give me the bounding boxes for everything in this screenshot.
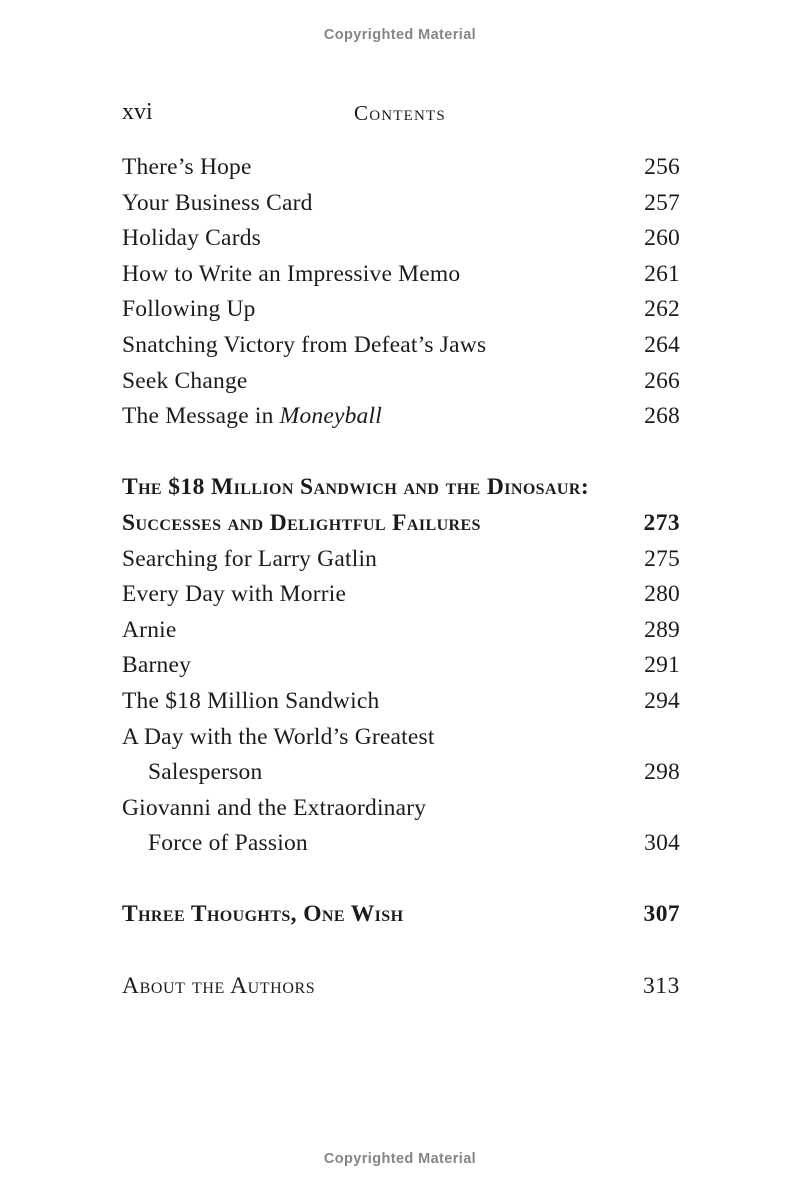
toc-entry-page-number: 289 xyxy=(644,616,680,643)
toc-entry-page-number: 273 xyxy=(643,509,680,536)
toc-gap-row xyxy=(122,937,680,973)
toc-entry-title: Every Day with Morrie xyxy=(122,581,347,608)
toc-entry-title: How to Write an Impressive Memo xyxy=(122,260,461,287)
toc-entry-row xyxy=(122,652,680,688)
toc-entry-page-number: 261 xyxy=(644,260,680,287)
toc-entry-row xyxy=(122,332,680,368)
toc-entry-page-number: 264 xyxy=(644,331,680,358)
toc-entry-page-number: 304 xyxy=(644,830,680,857)
toc-gap-row xyxy=(122,439,680,475)
toc-entry-title: The $18 Million Sandwich xyxy=(122,687,380,714)
toc-entry-page-number: 298 xyxy=(644,759,680,786)
toc-entry-title: Salesperson xyxy=(148,759,263,786)
toc-entry-page-number: 268 xyxy=(644,403,680,430)
toc-entry-page-number: 307 xyxy=(643,901,680,928)
toc-entry-page-number: 256 xyxy=(644,154,680,180)
toc-entry-title: Barney xyxy=(122,652,192,679)
toc-entry-page-number: 275 xyxy=(644,545,680,572)
toc-entry-title: Holiday Cards xyxy=(122,225,262,252)
running-head-title: Contents xyxy=(354,101,446,125)
toc-entry-page-number: 294 xyxy=(644,687,680,714)
toc-section-heading-row xyxy=(122,901,680,937)
toc-entry-page-number: 313 xyxy=(642,972,680,999)
toc-entry-row xyxy=(122,261,680,297)
toc-entry-row xyxy=(122,190,680,226)
toc-entry-title: A Day with the World’s Greatest xyxy=(122,723,435,750)
toc-entry-title: Your Business Card xyxy=(122,189,313,216)
toc-entry-title: Snatching Victory from Defeat’s Jaws xyxy=(122,331,487,358)
toc-entry-title: Searching for Larry Gatlin xyxy=(122,545,378,572)
toc-entry-title: The $18 Million Sandwich and the Dinosaur: xyxy=(122,474,590,501)
toc-entry-page-number: 257 xyxy=(644,189,680,216)
toc-list xyxy=(122,154,680,1008)
toc-entry-page-number: 260 xyxy=(644,225,680,252)
toc-entry-row xyxy=(122,724,680,760)
toc-entry-title: Giovanni and the Extraordinary xyxy=(122,794,427,821)
toc-entry-title: The Message in Moneyball xyxy=(122,403,382,430)
toc-entry-title: About the Authors xyxy=(122,972,316,999)
toc-entry-title: Seek Change xyxy=(122,367,248,394)
toc-entry-page-number: 262 xyxy=(644,296,680,323)
toc-entry-row xyxy=(122,368,680,404)
toc-gap-row xyxy=(122,866,680,902)
toc-entry-row xyxy=(122,546,680,582)
toc-entry-row xyxy=(122,225,680,261)
toc-entry-page-number: 280 xyxy=(644,581,680,608)
toc-entry-row xyxy=(122,759,680,795)
toc-entry-page-number: 266 xyxy=(644,367,680,394)
toc-entry-row xyxy=(122,795,680,831)
toc-entry-row xyxy=(122,688,680,724)
toc-entry-row xyxy=(122,973,680,1009)
toc-entry-row xyxy=(122,296,680,332)
copyright-notice-top: Copyrighted Material xyxy=(323,27,477,43)
toc-entry-row xyxy=(122,617,680,653)
toc-entry-title: Following Up xyxy=(122,296,256,323)
toc-section-heading-row xyxy=(122,510,680,546)
copyright-notice-bottom: Copyrighted Material xyxy=(323,1151,477,1167)
toc-entry-title: Three Thoughts, One Wish xyxy=(122,901,404,928)
toc-entry-page-number: 291 xyxy=(644,652,680,679)
toc-entry-title: Arnie xyxy=(122,616,177,643)
toc-entry-row xyxy=(122,830,680,866)
toc-entry-title: Force of Passion xyxy=(148,830,308,857)
toc-entry-row xyxy=(122,581,680,617)
toc-entry-title: Successes and Delightful Failures xyxy=(122,509,481,536)
toc-section-heading-row xyxy=(122,474,680,510)
page-folio: xvi xyxy=(122,99,153,125)
toc-entry-row xyxy=(122,154,680,190)
toc-entry-title: There’s Hope xyxy=(122,154,252,180)
toc-entry-row xyxy=(122,403,680,439)
